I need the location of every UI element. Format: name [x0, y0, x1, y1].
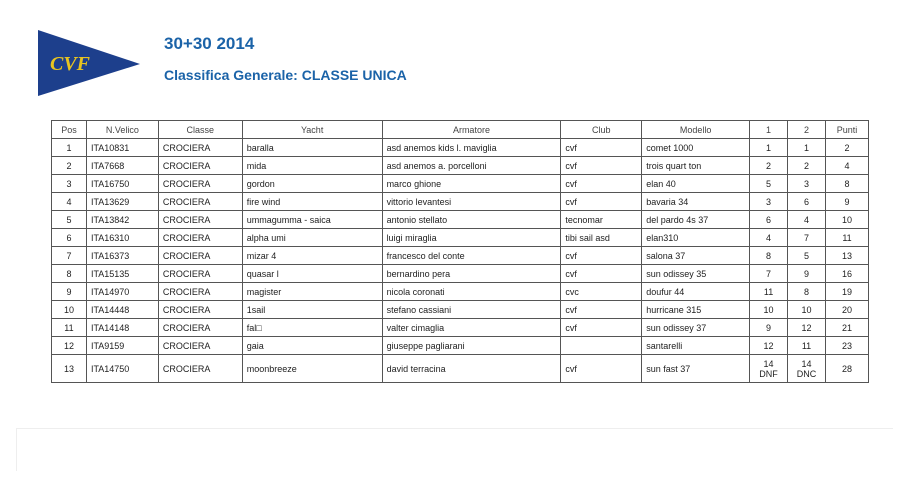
club-cell: cvc	[561, 283, 642, 301]
owner-cell: david terracina	[382, 355, 561, 383]
race-2-cell: 14 DNC	[788, 355, 826, 383]
page-subtitle: Classifica Generale: CLASSE UNICA	[164, 67, 407, 83]
model-cell: sun fast 37	[642, 355, 750, 383]
club-cell: cvf	[561, 139, 642, 157]
race-1-cell: 4	[750, 229, 788, 247]
owner-cell: asd anemos kids l. maviglia	[382, 139, 561, 157]
owner-cell: nicola coronati	[382, 283, 561, 301]
class-cell: CROCIERA	[158, 355, 242, 383]
yacht-cell: alpha umi	[242, 229, 382, 247]
table-row	[52, 247, 869, 265]
table-row	[52, 355, 869, 383]
sail-number-cell: ITA14750	[86, 355, 158, 383]
penalty-code: DNC	[796, 368, 817, 379]
class-cell: CROCIERA	[158, 193, 242, 211]
model-cell: sun odissey 35	[642, 265, 750, 283]
owner-cell: marco ghione	[382, 175, 561, 193]
points-cell: 20	[825, 301, 868, 319]
club-burgee-logo	[36, 28, 142, 98]
table-row	[52, 301, 869, 319]
club-cell: cvf	[561, 157, 642, 175]
sail-number-cell: ITA16750	[86, 175, 158, 193]
pos-cell: 2	[52, 157, 87, 175]
table-row	[52, 265, 869, 283]
yacht-cell: magister	[242, 283, 382, 301]
sail-number-cell: ITA9159	[86, 337, 158, 355]
race-1-cell: 7	[750, 265, 788, 283]
race-1-cell: 9	[750, 319, 788, 337]
race-2-cell: 8	[788, 283, 826, 301]
table-row	[52, 337, 869, 355]
owner-cell: valter cimaglia	[382, 319, 561, 337]
class-cell: CROCIERA	[158, 211, 242, 229]
class-cell: CROCIERA	[158, 301, 242, 319]
pos-cell: 12	[52, 337, 87, 355]
race-2-cell: 3	[788, 175, 826, 193]
owner-cell: asd anemos a. porcelloni	[382, 157, 561, 175]
model-cell: sun odissey 37	[642, 319, 750, 337]
model-cell: del pardo 4s 37	[642, 211, 750, 229]
col-model: Modello	[642, 121, 750, 139]
sail-number-cell: ITA14970	[86, 283, 158, 301]
sail-number-cell: ITA7668	[86, 157, 158, 175]
col-race-2: 2	[788, 121, 826, 139]
pos-cell: 6	[52, 229, 87, 247]
sail-number-cell: ITA14448	[86, 301, 158, 319]
table-row	[52, 175, 869, 193]
table-row	[52, 283, 869, 301]
col-sail-number: N.Velico	[86, 121, 158, 139]
points-cell: 21	[825, 319, 868, 337]
model-cell: doufur 44	[642, 283, 750, 301]
pos-cell: 9	[52, 283, 87, 301]
page-title: 30+30 2014	[164, 34, 255, 53]
table-row	[52, 319, 869, 337]
sail-number-cell: ITA13629	[86, 193, 158, 211]
race-1-cell: 11	[750, 283, 788, 301]
club-cell: cvf	[561, 247, 642, 265]
results-table	[51, 120, 869, 383]
class-cell: CROCIERA	[158, 319, 242, 337]
race-2-cell: 4	[788, 211, 826, 229]
yacht-cell: baralla	[242, 139, 382, 157]
yacht-cell: gordon	[242, 175, 382, 193]
race-2-cell: 5	[788, 247, 826, 265]
points-cell: 8	[825, 175, 868, 193]
points-cell: 19	[825, 283, 868, 301]
race-1-cell: 5	[750, 175, 788, 193]
table-row	[52, 229, 869, 247]
owner-cell: luigi miraglia	[382, 229, 561, 247]
model-cell: elan310	[642, 229, 750, 247]
table-row	[52, 139, 869, 157]
class-cell: CROCIERA	[158, 247, 242, 265]
model-cell: trois quart ton	[642, 157, 750, 175]
model-cell: elan 40	[642, 175, 750, 193]
owner-cell: antonio stellato	[382, 211, 561, 229]
points-cell: 16	[825, 265, 868, 283]
sail-number-cell: ITA10831	[86, 139, 158, 157]
yacht-cell: 1sail	[242, 301, 382, 319]
race-2-cell: 11	[788, 337, 826, 355]
class-cell: CROCIERA	[158, 139, 242, 157]
yacht-cell: mizar 4	[242, 247, 382, 265]
yacht-cell: mida	[242, 157, 382, 175]
points-cell: 23	[825, 337, 868, 355]
pos-cell: 7	[52, 247, 87, 265]
yacht-cell: ummagumma - saica	[242, 211, 382, 229]
club-cell: tibi sail asd	[561, 229, 642, 247]
owner-cell: francesco del conte	[382, 247, 561, 265]
race-2-cell: 7	[788, 229, 826, 247]
pos-cell: 3	[52, 175, 87, 193]
points-cell: 13	[825, 247, 868, 265]
model-cell: hurricane 315	[642, 301, 750, 319]
class-cell: CROCIERA	[158, 229, 242, 247]
pos-cell: 8	[52, 265, 87, 283]
sail-number-cell: ITA14148	[86, 319, 158, 337]
club-cell	[561, 337, 642, 355]
class-cell: CROCIERA	[158, 157, 242, 175]
col-pos: Pos	[52, 121, 87, 139]
sail-number-cell: ITA13842	[86, 211, 158, 229]
table-row	[52, 157, 869, 175]
sail-number-cell: ITA16373	[86, 247, 158, 265]
club-cell: cvf	[561, 319, 642, 337]
pos-cell: 11	[52, 319, 87, 337]
race-1-cell: 2	[750, 157, 788, 175]
points-cell: 28	[825, 355, 868, 383]
club-cell: cvf	[561, 265, 642, 283]
logo-text: CVF	[50, 53, 91, 75]
yacht-cell: fal□	[242, 319, 382, 337]
yacht-cell: moonbreeze	[242, 355, 382, 383]
yacht-cell: gaia	[242, 337, 382, 355]
page-edge	[16, 428, 893, 471]
race-1-cell: 1	[750, 139, 788, 157]
club-cell: cvf	[561, 193, 642, 211]
race-1-cell: 6	[750, 211, 788, 229]
table-row	[52, 193, 869, 211]
yacht-cell: quasar l	[242, 265, 382, 283]
model-cell: santarelli	[642, 337, 750, 355]
pos-cell: 5	[52, 211, 87, 229]
race-1-cell: 3	[750, 193, 788, 211]
club-cell: cvf	[561, 301, 642, 319]
points-cell: 10	[825, 211, 868, 229]
club-cell: tecnomar	[561, 211, 642, 229]
col-club: Club	[561, 121, 642, 139]
pos-cell: 4	[52, 193, 87, 211]
class-cell: CROCIERA	[158, 283, 242, 301]
owner-cell: bernardino pera	[382, 265, 561, 283]
points-cell: 4	[825, 157, 868, 175]
owner-cell: giuseppe pagliarani	[382, 337, 561, 355]
race-2-cell: 12	[788, 319, 826, 337]
col-race-1: 1	[750, 121, 788, 139]
club-cell: cvf	[561, 355, 642, 383]
sail-number-cell: ITA15135	[86, 265, 158, 283]
race-1-cell: 14 DNF	[750, 355, 788, 383]
col-owner: Armatore	[382, 121, 561, 139]
race-2-cell: 10	[788, 301, 826, 319]
points-cell: 2	[825, 139, 868, 157]
pos-cell: 10	[52, 301, 87, 319]
model-cell: comet 1000	[642, 139, 750, 157]
model-cell: salona 37	[642, 247, 750, 265]
class-cell: CROCIERA	[158, 175, 242, 193]
penalty-code: DNF	[759, 368, 778, 379]
race-1-cell: 12	[750, 337, 788, 355]
race-2-cell: 9	[788, 265, 826, 283]
col-points: Punti	[825, 121, 868, 139]
race-2-cell: 1	[788, 139, 826, 157]
owner-cell: vittorio levantesi	[382, 193, 561, 211]
race-1-cell: 8	[750, 247, 788, 265]
col-yacht: Yacht	[242, 121, 382, 139]
col-class: Classe	[158, 121, 242, 139]
pos-cell: 13	[52, 355, 87, 383]
race-2-cell: 6	[788, 193, 826, 211]
class-cell: CROCIERA	[158, 265, 242, 283]
points-cell: 9	[825, 193, 868, 211]
club-cell: cvf	[561, 175, 642, 193]
pos-cell: 1	[52, 139, 87, 157]
race-1-cell: 10	[750, 301, 788, 319]
points-cell: 11	[825, 229, 868, 247]
owner-cell: stefano cassiani	[382, 301, 561, 319]
model-cell: bavaria 34	[642, 193, 750, 211]
class-cell: CROCIERA	[158, 337, 242, 355]
sail-number-cell: ITA16310	[86, 229, 158, 247]
race-2-cell: 2	[788, 157, 826, 175]
table-row	[52, 211, 869, 229]
header-row	[52, 121, 869, 139]
yacht-cell: fire wind	[242, 193, 382, 211]
